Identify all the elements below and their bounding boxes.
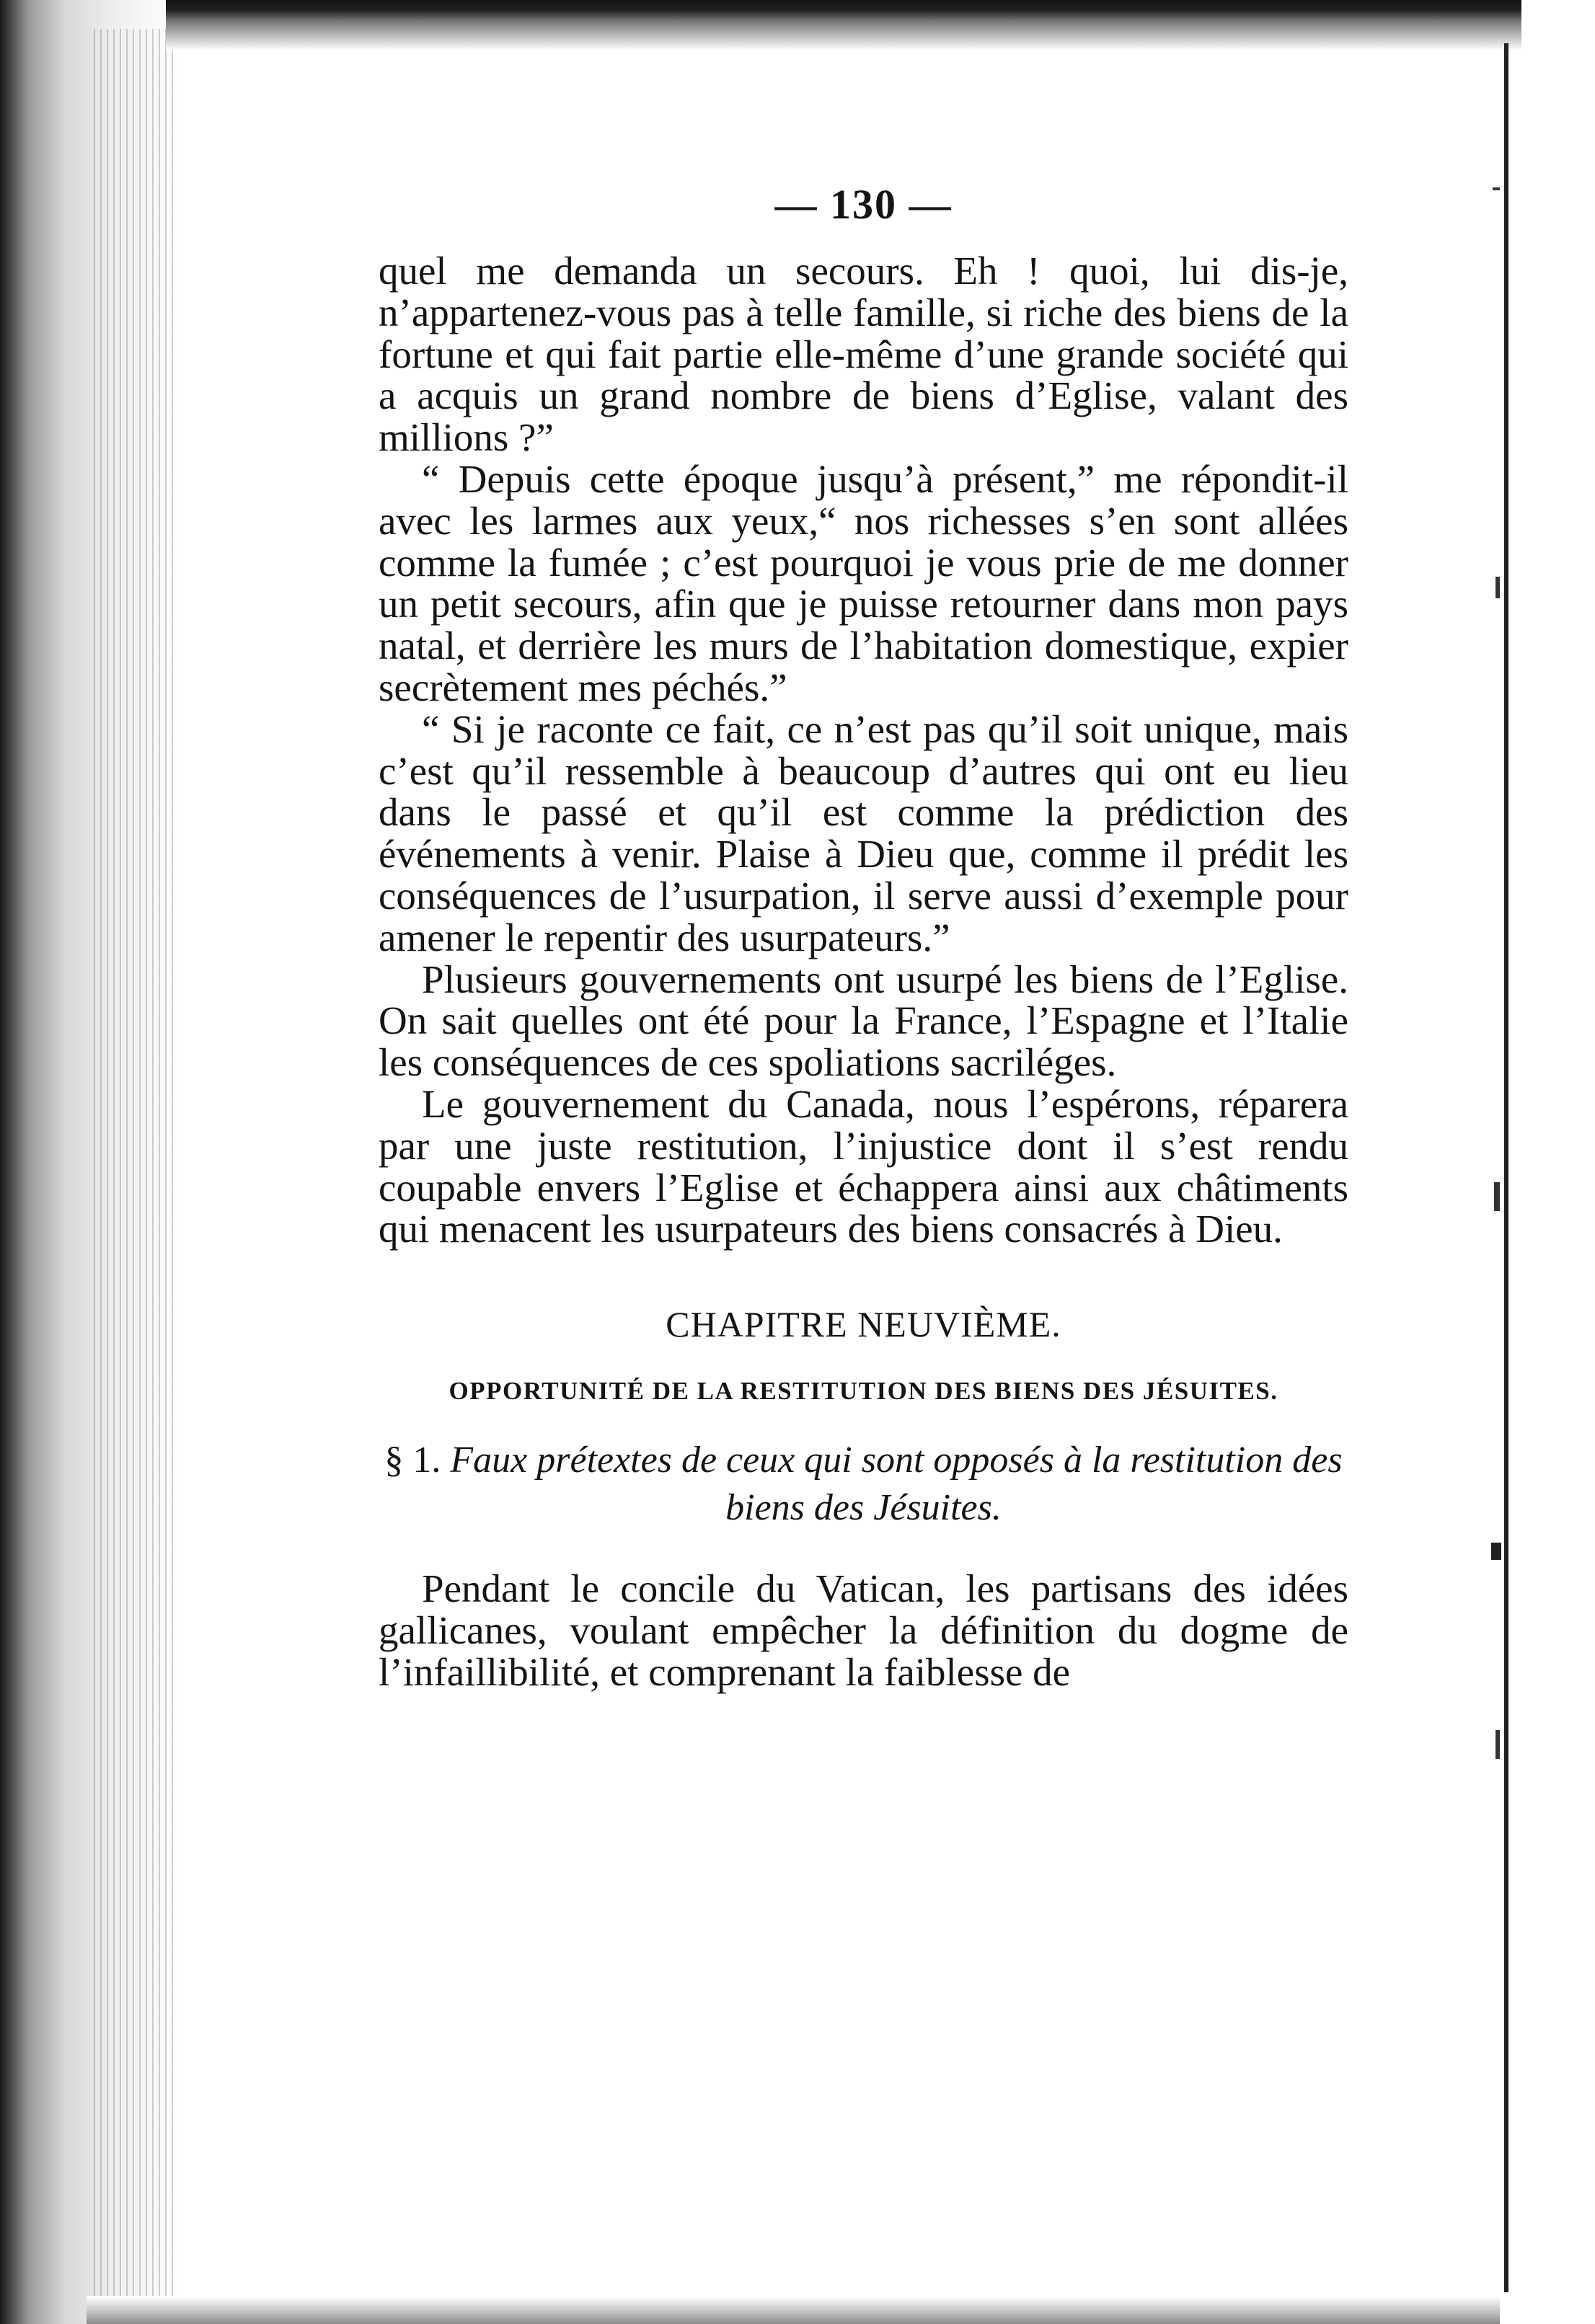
section-title: Faux prétextes de ceux qui sont opposés à la restitution des biens des Jésuites. <box>450 1440 1343 1529</box>
paragraph: Plusieurs gouvernements ont usurpé les biens de l’Eglise. On sait quelles ont été pour la France, l’Espagne et l’Italie les conséquences de ces spoliations sacriléges. <box>379 957 1348 1085</box>
paragraphs-after-section <box>379 1568 1348 1693</box>
section-number: § 1. <box>384 1440 441 1481</box>
paragraph: “ Depuis cette époque jusqu’à présent,” me répondit-il avec les larmes aux yeux,“ nos richesses s’en sont allées comme la fumée ; c’est pourquoi je vous prie de me donner un petit secours, afin que je puisse retourner dans mon pays natal, et derrière les murs de l’habitation domestique, expier secrètement mes péchés.” <box>379 456 1348 709</box>
section-heading <box>379 1437 1348 1532</box>
chapter-subtitle: OPPORTUNITÉ DE LA RESTITUTION DES BIENS DES JÉSUITES. <box>449 1377 1278 1406</box>
paragraph: quel me demanda un secours. Eh ! quoi, lui dis-je, n’appartenez-vous pas à telle famille, si riche des biens de la fortune et qui fait partie elle-même d’une grande société qui a acquis un grand nombre de biens d’Eglise, valant des millions ?” <box>379 249 1348 460</box>
right-margin-marks <box>1478 0 1504 2324</box>
right-margin-rule <box>1504 43 1508 2292</box>
book-page <box>379 180 1348 1693</box>
paragraphs-before-chapter <box>379 250 1348 1250</box>
top-page-edge <box>166 0 1521 50</box>
paragraph: “ Si je raconte ce fait, ce n’est pas qu’il soit unique, mais c’est qu’il ressemble à beaucoup d’autres qui ont eu lieu dans le passé et qu’il est comme la prédiction des événements à venir. Plaise à Dieu que, comme il prédit les conséquences de l’usurpation, il serve aussi d’exemple pour amener le repentir des usurpateurs.” <box>379 706 1348 959</box>
paragraph: Le gouvernement du Canada, nous l’espérons, réparera par une juste restitution, l’injustice dont il s’est rendu coupable envers l’Eglise et échappera ainsi aux châtiments qui menacent les usurpateurs des biens consacrés à Dieu. <box>379 1081 1348 1251</box>
paragraph: Pendant le concile du Vatican, les partisans des idées gallicanes, voulant empêcher la définition du dogme de l’infaillibilité, et comprenant la faiblesse de <box>379 1566 1348 1694</box>
chapter-title: CHAPITRE NEUVIÈME. <box>666 1304 1061 1345</box>
bottom-page-edge <box>87 2296 1500 2324</box>
page-number: — 130 — <box>774 181 953 228</box>
page-stack-edges <box>94 29 173 2299</box>
